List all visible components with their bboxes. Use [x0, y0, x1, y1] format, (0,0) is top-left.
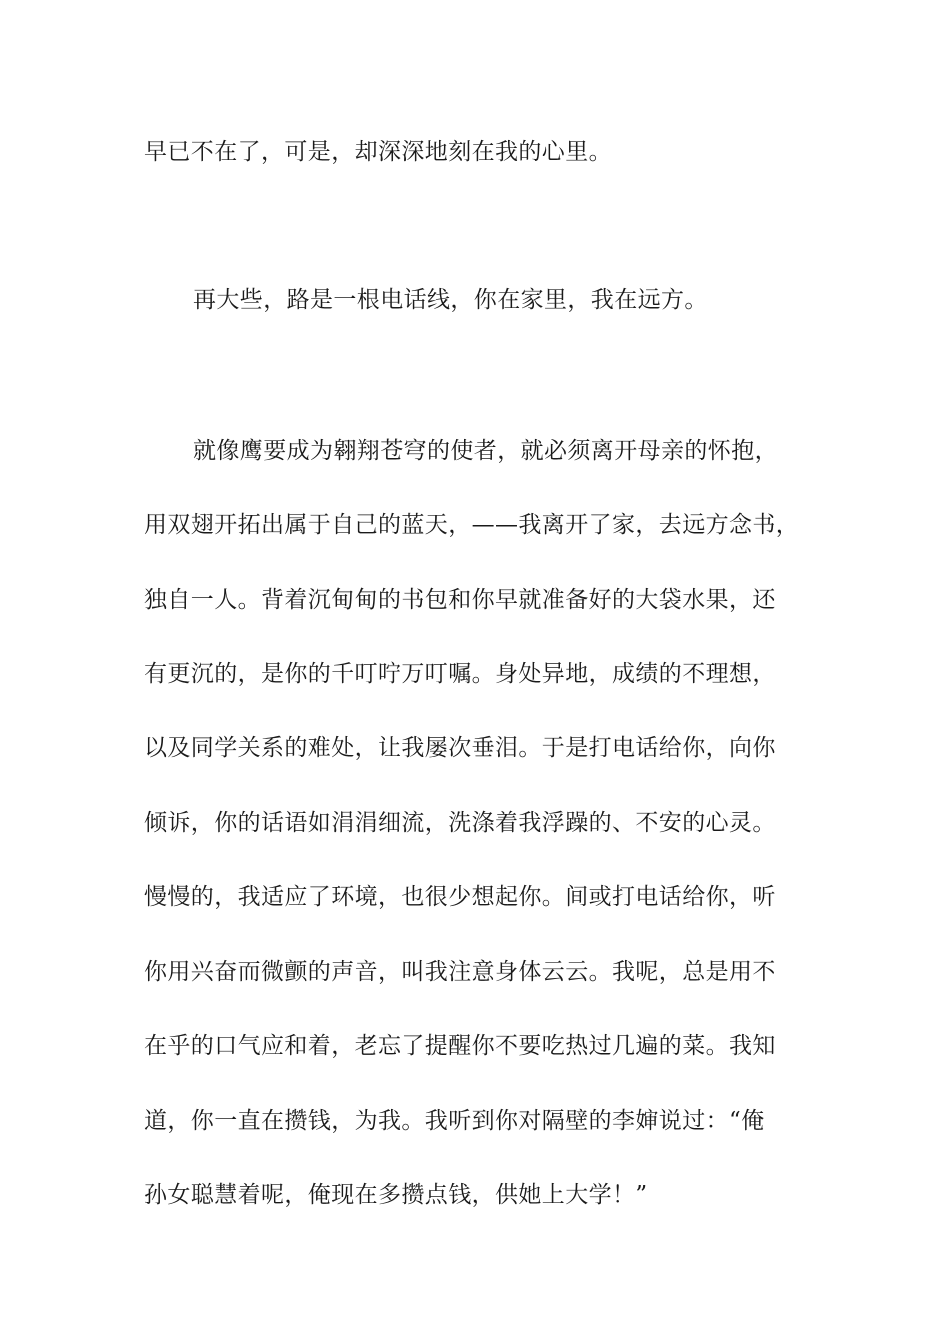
paragraph-3-line-3: 独自一人。背着沉甸甸的书包和你早就准备好的大袋水果，还	[144, 587, 776, 613]
paragraph-3-line-1: 就像鹰要成为翱翔苍穹的使者，就必须离开母亲的怀抱，	[193, 438, 778, 464]
paragraph-3-line-7: 慢慢的，我适应了环境，也很少想起你。间或打电话给你，听	[144, 884, 776, 910]
paragraph-2-line-1: 再大些，路是一根电话线，你在家里，我在远方。	[193, 287, 708, 313]
paragraph-3-line-11: 孙女聪慧着呢，俺现在多攒点钱，供她上大学！”	[144, 1182, 648, 1208]
paragraph-3-line-8: 你用兴奋而微颤的声音，叫我注意身体云云。我呢，总是用不	[144, 959, 776, 985]
paragraph-3-line-6: 倾诉，你的话语如涓涓细流，洗涤着我浮躁的、不安的心灵。	[144, 810, 776, 836]
paragraph-3-line-10: 道，你一直在攒钱，为我。我听到你对隔壁的李婶说过：“俺	[144, 1108, 765, 1134]
paragraph-3-line-4: 有更沉的，是你的千叮咛万叮嘱。身处异地，成绩的不理想，	[144, 661, 776, 687]
paragraph-3-line-2: 用双翅开拓出属于自己的蓝天，——我离开了家，去远方念书，	[144, 512, 800, 538]
paragraph-3-line-5: 以及同学关系的难处，让我屡次垂泪。于是打电话给你，向你	[144, 735, 776, 761]
paragraph-1-line-1: 早已不在了，可是，却深深地刻在我的心里。	[144, 139, 612, 165]
paragraph-3-line-9: 在乎的口气应和着，老忘了提醒你不要吃热过几遍的菜。我知	[144, 1033, 776, 1059]
